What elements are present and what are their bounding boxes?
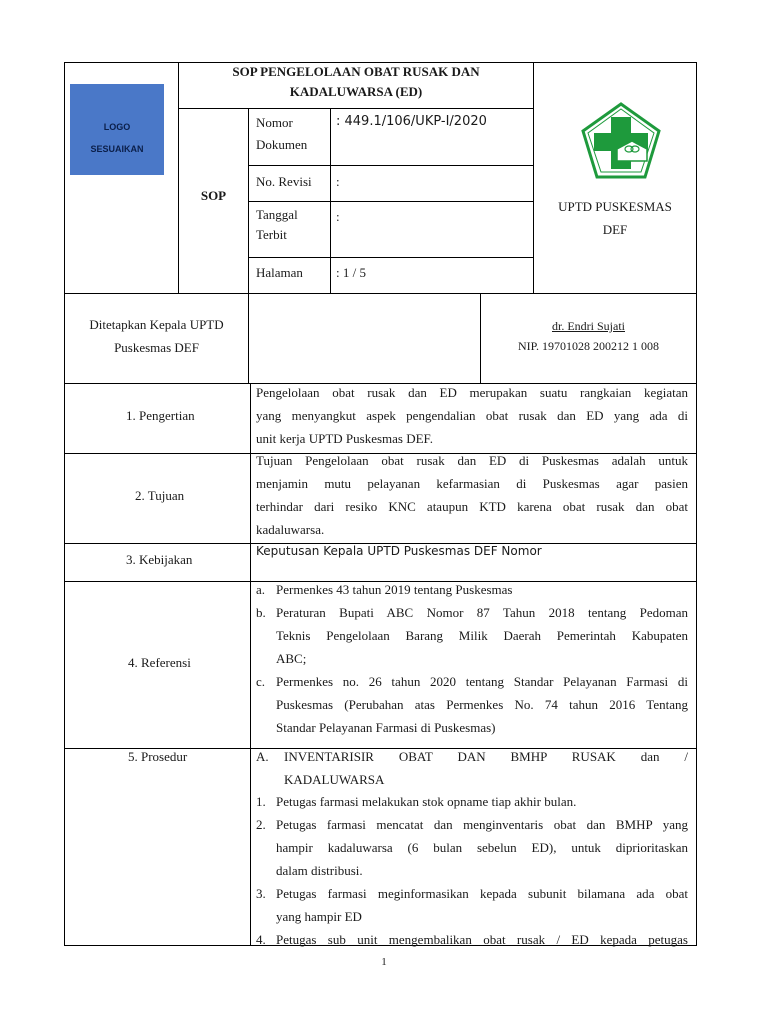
logo-text-2: SESUAIKAN: [90, 144, 144, 154]
logo-text-1: LOGO: [103, 122, 131, 132]
section-label-referensi: 4. Referensi: [128, 655, 191, 670]
field-value-nomor: : 449.1/106/UKP-I/2020: [336, 114, 487, 129]
divider-org: [533, 62, 534, 293]
divider-body: [250, 383, 251, 946]
signer-name: dr. Endri Sujati: [552, 319, 625, 333]
referensi-list: [256, 578, 688, 739]
section-text-kebijakan: Keputusan Kepala UPTD Puskesmas DEF Nomor: [256, 544, 542, 558]
section-label-tujuan: 2. Tujuan: [135, 488, 185, 503]
list-item: 2. Petugas farmasi mencatat dan menginventaris obat dan BMHP yang hampir kadaluwarsa (6 bulan sebelun ED), untuk diprioritaskan dalam distribusi.: [256, 817, 688, 878]
field-label-nomor: Nomor Dokumen: [256, 115, 308, 152]
section-text-pengertian: Pengelolaan obat rusak dan ED merupakan suatu rangkaian kegiatan yang menyangkut aspek pengendalian obat rusak dan ED yang ada di unit kerja UPTD Puskesmas DEF.: [256, 385, 688, 446]
field-value-revisi: :: [336, 174, 340, 189]
divider-title: [178, 108, 534, 109]
field-value-halaman: : 1 / 5: [336, 265, 366, 280]
puskesmas-logo-icon: [579, 101, 663, 181]
page-number: 1: [381, 956, 387, 968]
section-label-pengertian: 1. Pengertian: [126, 408, 195, 423]
prosedur-heading: [256, 745, 688, 791]
divider-field-3: [248, 257, 534, 258]
divider-field-2: [248, 201, 534, 202]
logo-placeholder: [70, 84, 164, 175]
list-item: 4. Petugas sub unit mengembalikan obat rusak / ED kepada petugas: [256, 932, 688, 947]
document-title-line1: SOP PENGELOLAAN OBAT RUSAK DAN: [232, 64, 480, 79]
list-item: c. Permenkes no. 26 tahun 2020 tentang Standar Pelayanan Farmasi di Puskesmas (Perubahan atas Permenkes No. 74 tahun 2016 Tentang Standar Pelayanan Farmasi di Puskesmas): [256, 674, 688, 735]
signer-block: [481, 316, 696, 356]
org-name-line2: DEF: [602, 222, 628, 237]
section-label-prosedur: 5. Prosedur: [128, 749, 188, 764]
divider-header-bottom: [64, 293, 697, 294]
signer-nip: NIP. 19701028 200212 1 008: [517, 339, 659, 353]
document-title: [179, 62, 533, 102]
sop-label: SOP: [200, 188, 227, 203]
divider-field-1: [248, 165, 534, 166]
list-item: 1. Petugas farmasi melakukan stok opname tiap akhir bulan.: [256, 794, 577, 809]
prosedur-steps: [256, 790, 688, 951]
list-item: b. Peraturan Bupati ABC Nomor 87 Tahun 2018 tentang Pedoman Teknis Pengelolaan Barang Milik Daerah Pemerintah Kabupaten ABC;: [256, 605, 688, 666]
field-label-revisi: No. Revisi: [256, 174, 312, 189]
list-item: 3. Petugas farmasi meginformasikan kepada subunit bilamana ada obat yang hampir ED: [256, 886, 688, 924]
document-title-line2: KADALUWARSA (ED): [289, 84, 423, 99]
org-name: [534, 195, 696, 241]
org-name-line1: UPTD PUSKESMAS: [558, 199, 672, 214]
approval-label: Ditetapkan Kepala UPTD Puskesmas DEF: [89, 317, 224, 355]
prosedur-heading-marker: A.: [256, 749, 269, 764]
section-text-tujuan: Tujuan Pengelolaan obat rusak dan ED di Puskesmas adalah untuk menjamin mutu pelayanan kefarmasian di Puskesmas agar pasien terhindar dari resiko KNC ataupun KTD karena obat rusak dan obat kadaluwarsa.: [256, 453, 688, 537]
border-right: [696, 62, 697, 946]
divider-approval-left: [248, 293, 249, 383]
field-value-tanggal: :: [336, 209, 340, 224]
section-label-kebijakan: 3. Kebijakan: [126, 552, 193, 567]
field-label-tanggal: Tanggal Terbit: [256, 207, 298, 242]
border-left: [64, 62, 65, 946]
field-label-halaman: Halaman: [256, 265, 303, 280]
prosedur-heading-line1: INVENTARISIR OBAT DAN BMHP RUSAK dan /: [284, 749, 688, 764]
prosedur-heading-line2: KADALUWARSA: [284, 772, 385, 787]
list-item: a. Permenkes 43 tahun 2019 tentang Puskesmas: [256, 582, 513, 597]
